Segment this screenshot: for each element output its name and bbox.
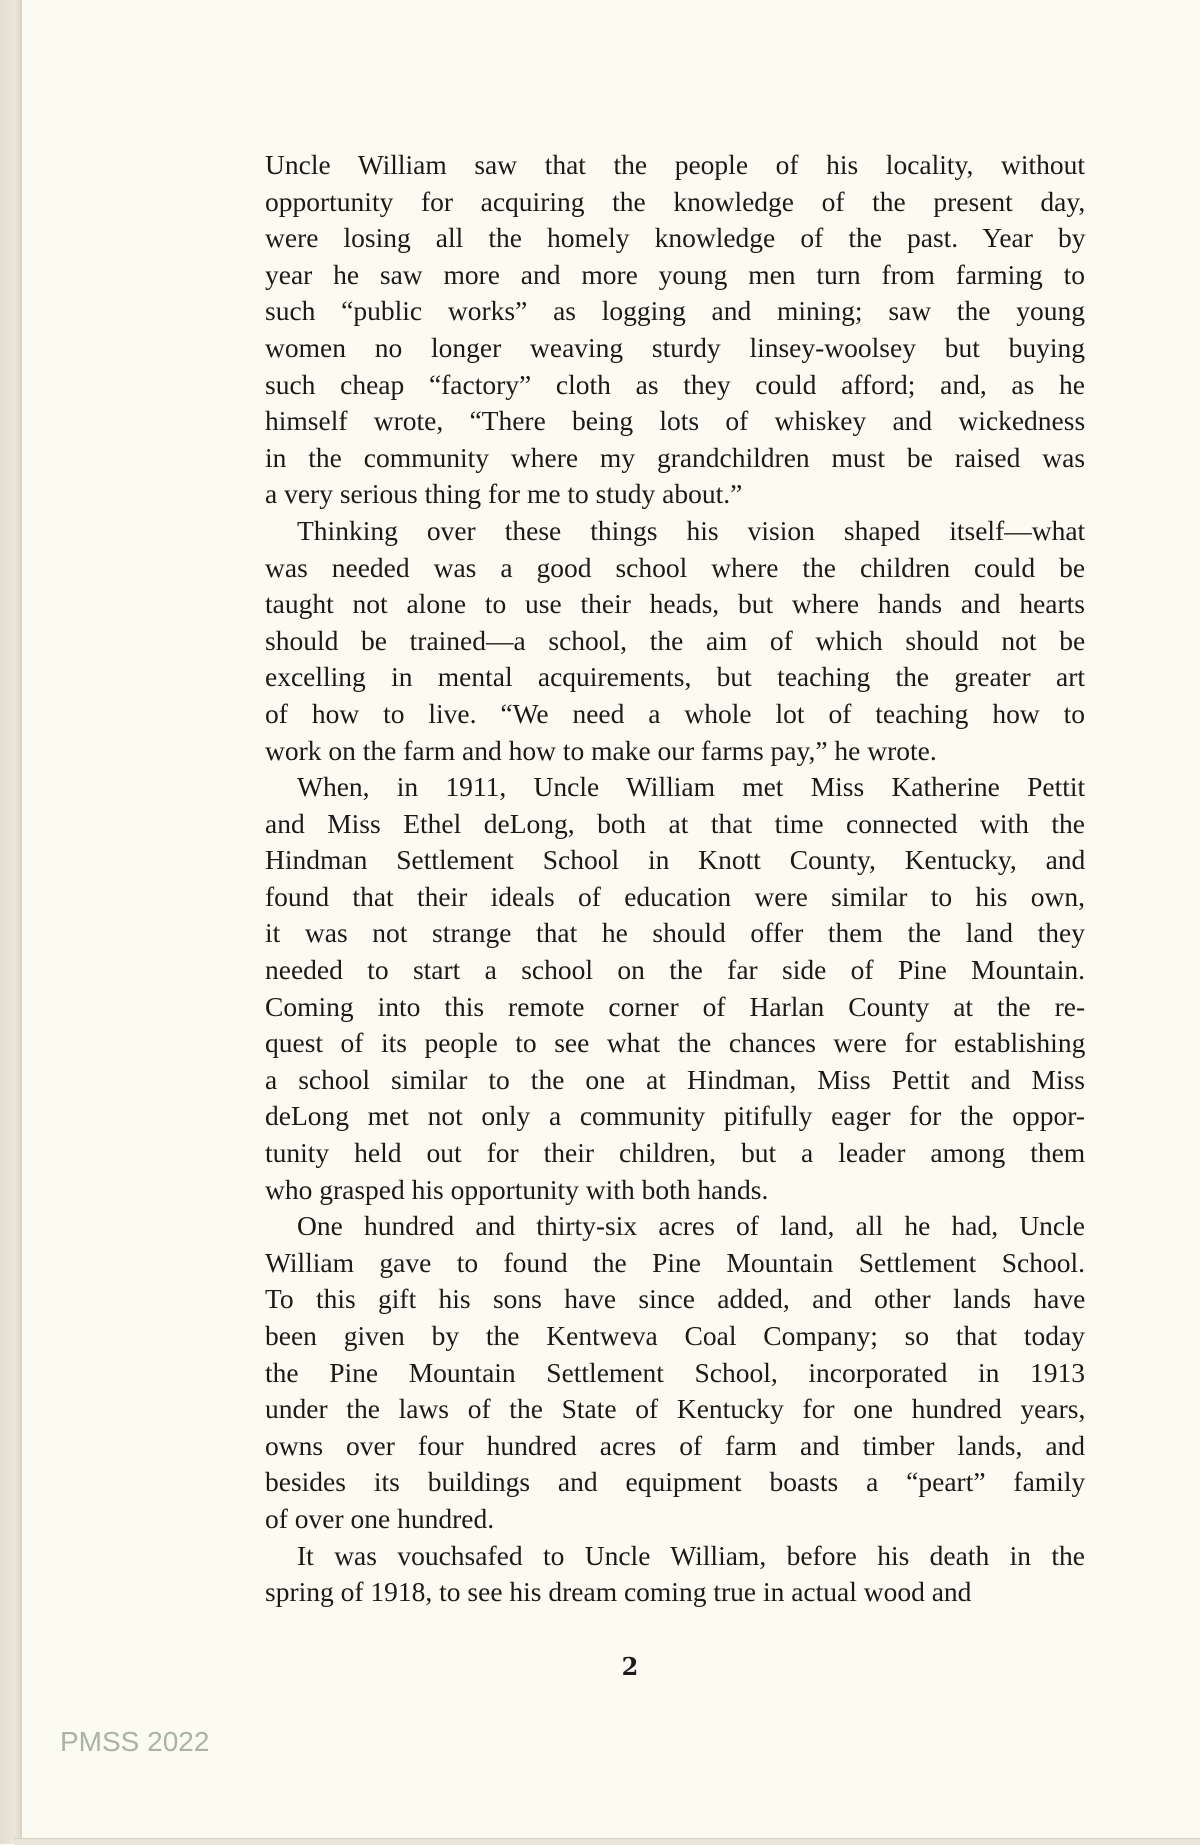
paragraph bbox=[233, 1208, 1085, 1537]
text-line: should be trained—a school, the aim of which should not be bbox=[265, 624, 1086, 656]
text-line: Thinking over these things his vision shaped itself—what bbox=[297, 514, 1086, 546]
text-line: such “public works” as logging and mining; saw the young bbox=[265, 295, 1085, 327]
archive-watermark: PMSS 2022 bbox=[60, 1726, 210, 1757]
text-line: excelling in mental acquirements, but teaching the greater art bbox=[265, 661, 1085, 693]
text-line: Coming into this remote corner of Harlan County at the re- bbox=[265, 990, 1086, 1022]
text-line: was needed was a good school where the children could be bbox=[265, 551, 1086, 583]
text-line: of how to live. “We need a whole lot of teaching how to bbox=[265, 697, 1085, 729]
text-line: himself wrote, “There being lots of whiskey and wickedness bbox=[265, 405, 1086, 437]
text-line: Uncle William saw that the people of his locality, without bbox=[265, 149, 1085, 180]
text-line: tunity held out for their children, but a leader among them bbox=[265, 1137, 1086, 1169]
text-line: besides its buildings and equipment boasts a “peart” family bbox=[265, 1466, 1086, 1498]
text-line: been given by the Kentweva Coal Company; so that today bbox=[265, 1320, 1085, 1351]
text-line: William gave to found the Pine Mountain Settlement School. bbox=[265, 1246, 1085, 1278]
body-text bbox=[233, 147, 1085, 1611]
text-line: Hindman Settlement School in Knott County, Kentucky, and bbox=[265, 844, 1086, 876]
text-line: owns over four hundred acres of farm and timber lands, and bbox=[265, 1429, 1086, 1461]
text-line: such cheap “factory” cloth as they could afford; and, as he bbox=[265, 368, 1085, 400]
text-line: it was not strange that he should offer them the land they bbox=[265, 917, 1085, 949]
text-line: under the laws of the State of Kentucky for one hundred years, bbox=[265, 1393, 1086, 1425]
paragraph bbox=[233, 513, 1085, 769]
paragraph bbox=[233, 1538, 1085, 1611]
text-line: of over one hundred. bbox=[265, 1502, 495, 1534]
page-binding-edge bbox=[0, 0, 22, 1844]
text-line: in the community where my grandchildren must be raised was bbox=[265, 441, 1086, 473]
text-line: spring of 1918, to see his dream coming true in actual wood and bbox=[265, 1576, 972, 1608]
text-line: needed to start a school on the far side of Pine Mountain. bbox=[265, 954, 1085, 986]
text-line: deLong met not only a community pitifully eager for the oppor- bbox=[265, 1100, 1086, 1132]
text-line: found that their ideals of education were similar to his own, bbox=[265, 880, 1086, 912]
text-line: taught not alone to use their heads, but where hands and hearts bbox=[265, 588, 1085, 620]
text-line: When, in 1911, Uncle William met Miss Katherine Pettit bbox=[297, 771, 1086, 803]
text-line: and Miss Ethel deLong, both at that time connected with the bbox=[265, 807, 1085, 839]
text-line: quest of its people to see what the chances were for establishing bbox=[265, 1027, 1086, 1059]
page-number: 2 bbox=[621, 1652, 639, 1681]
text-line: the Pine Mountain Settlement School, incorporated in 1913 bbox=[265, 1356, 1085, 1388]
text-line: It was vouchsafed to Uncle William, before his death in the bbox=[297, 1539, 1085, 1571]
text-line: a very serious thing for me to study about.” bbox=[265, 478, 743, 510]
text-line: year he saw more and more young men turn from farming to bbox=[265, 258, 1085, 290]
text-line: women no longer weaving sturdy linsey-woolsey but buying bbox=[265, 331, 1085, 363]
text-line: were losing all the homely knowledge of the past. Year by bbox=[265, 222, 1086, 254]
text-line: a school similar to the one at Hindman, Miss Pettit and Miss bbox=[265, 1063, 1085, 1095]
paragraph bbox=[233, 147, 1085, 513]
text-line: One hundred and thirty-six acres of land, all he had, Uncle bbox=[297, 1210, 1085, 1242]
text-line: work on the farm and how to make our farms pay,” he wrote. bbox=[265, 734, 937, 766]
paragraph bbox=[233, 769, 1085, 1208]
text-line: opportunity for acquiring the knowledge of the present day, bbox=[265, 185, 1086, 217]
text-line: To this gift his sons have since added, and other lands have bbox=[265, 1283, 1086, 1315]
text-line: who grasped his opportunity with both hands. bbox=[265, 1173, 769, 1205]
